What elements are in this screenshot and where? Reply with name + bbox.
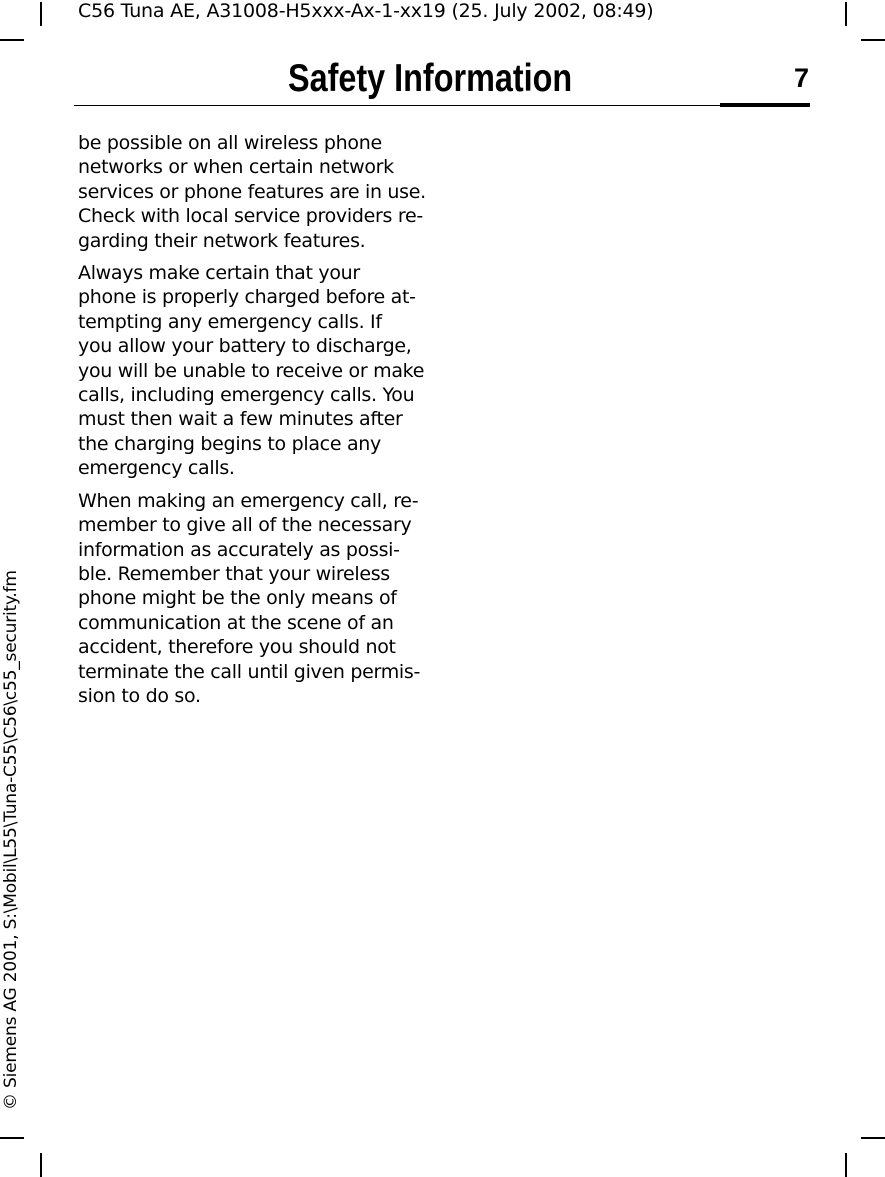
text-line: ble. Remember that your wireless [78,562,390,585]
crop-mark [40,1153,42,1177]
page-number-rule [720,103,810,107]
text-line: accident, therefore you should not [78,636,396,659]
text-line: services or phone features are in use. [78,180,426,203]
paragraph [78,489,426,709]
text-line: information as accurately as possi- [78,538,400,561]
page-number: 7 [794,63,810,93]
crop-mark [40,2,42,26]
paragraph [78,131,426,253]
text-line: Always make certain that your [78,262,360,285]
crop-mark [845,2,847,26]
text-line: you allow your battery to discharge, [78,335,412,358]
text-line: sion to do so. [78,684,201,707]
text-line: emergency calls. [78,457,235,480]
text-line: Check with local service providers re- [78,205,423,228]
text-line: When making an emergency call, re- [78,489,419,512]
text-line: be possible on all wireless phone [78,132,382,154]
paragraph [78,261,426,481]
document-file-info: C56 Tuna AE, A31008-H5xxx-Ax-1-xx19 (25. July 2002, 08:49) [78,0,654,22]
text-line: tempting any emergency calls. If [78,310,382,333]
text-line: member to give all of the necessary [78,514,412,537]
crop-mark [845,1153,847,1177]
body-text [78,131,426,716]
crop-mark [861,39,885,41]
text-line: the charging begins to place any [78,432,381,455]
crop-mark [0,1137,24,1139]
text-line: calls, including emergency calls. You [78,384,415,407]
crop-mark [861,1137,885,1139]
page-title: Safety Information [288,57,573,100]
text-line: phone is properly charged before at- [78,286,416,309]
text-line: phone might be the only means of [78,587,397,610]
text-line: garding their network features. [78,229,366,252]
text-line: you will be unable to receive or make [78,359,425,382]
text-line: networks or when certain network [78,156,394,179]
crop-mark [0,39,24,41]
text-line: must then wait a few minutes after [78,408,403,431]
copyright-sidebar: © Siemens AG 2001, S:\Mobil\L55\Tuna-C55\C56\c55_security.fm [1,570,21,1110]
header-rule [74,105,810,106]
text-line: terminate the call until given permis- [78,660,421,683]
text-line: communication at the scene of an [78,611,394,634]
